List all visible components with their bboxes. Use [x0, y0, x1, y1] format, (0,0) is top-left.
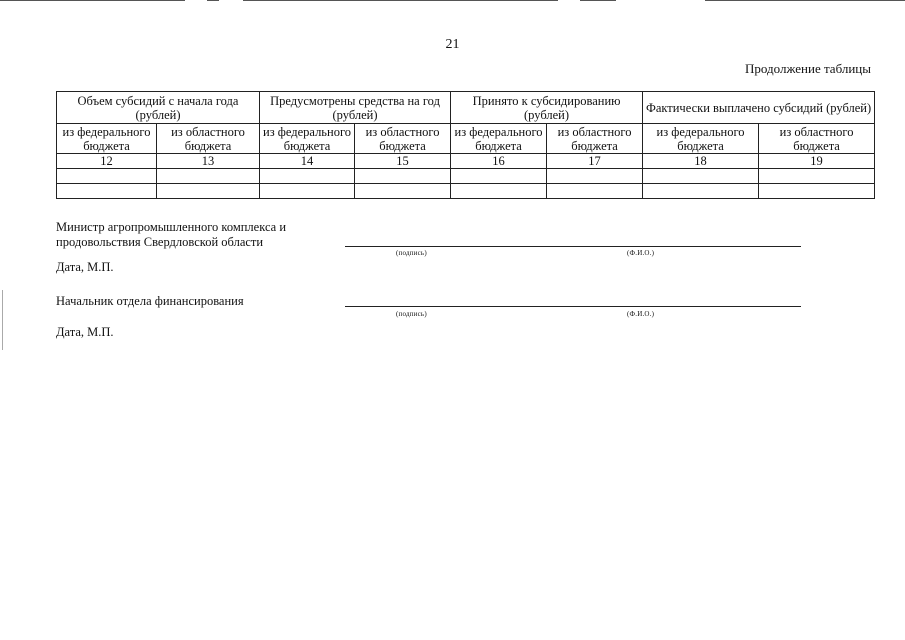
- table-cell: [157, 184, 260, 199]
- page-number: 21: [445, 37, 460, 52]
- signatory-title: Министр агропромышленного комплекса и продовольствия Свердловской области: [56, 220, 287, 249]
- table-subheader: из федерального бюджета: [451, 124, 547, 154]
- table-group-header: Объем субсидий с начала года (рублей): [57, 92, 260, 124]
- table-subheader: из федерального бюджета: [643, 124, 759, 154]
- table-continuation-label: Продолжение таблицы: [745, 61, 871, 76]
- table-cell: [157, 169, 260, 184]
- table-cell: [260, 184, 355, 199]
- signatory-title: Начальник отдела финансирования: [56, 294, 244, 308]
- table-subheader: из областного бюджета: [547, 124, 643, 154]
- table-cell: [547, 184, 643, 199]
- table-subheader-row: [57, 124, 875, 154]
- table-cell: [451, 184, 547, 199]
- table-cell: [643, 169, 759, 184]
- table-subheader: из областного бюджета: [157, 124, 260, 154]
- table-subheader: из федерального бюджета: [260, 124, 355, 154]
- table-group-header-row: [57, 92, 875, 124]
- top-edge-line: [580, 0, 616, 1]
- left-edge-mark: [2, 290, 3, 350]
- table-row: [57, 184, 875, 199]
- signature-line: [345, 246, 801, 247]
- table-cell: [643, 184, 759, 199]
- table-row: [57, 169, 875, 184]
- name-caption: (Ф.И.О.): [627, 249, 655, 257]
- table-cell: [260, 169, 355, 184]
- signature-caption: (подпись): [396, 249, 427, 257]
- signature-caption: (подпись): [396, 310, 427, 318]
- top-edge-line: [0, 0, 185, 1]
- date-stamp-label: Дата, М.П.: [56, 325, 114, 339]
- top-edge-line: [207, 0, 219, 1]
- subsidy-table: [56, 91, 875, 199]
- table-cell: [451, 169, 547, 184]
- table-subheader: из областного бюджета: [759, 124, 875, 154]
- table-group-header: Принято к субсидированию (рублей): [451, 92, 643, 124]
- column-number: 14: [260, 154, 355, 169]
- table-subheader: из федерального бюджета: [57, 124, 157, 154]
- signature-line: [345, 306, 801, 307]
- table-cell: [355, 169, 451, 184]
- table-cell: [547, 169, 643, 184]
- column-number: 18: [643, 154, 759, 169]
- table-cell: [57, 184, 157, 199]
- table-cell: [759, 169, 875, 184]
- top-edge-line: [705, 0, 905, 1]
- column-number: 19: [759, 154, 875, 169]
- column-number: 17: [547, 154, 643, 169]
- table-cell: [759, 184, 875, 199]
- column-number: 13: [157, 154, 260, 169]
- top-edge-line: [243, 0, 558, 1]
- column-number: 16: [451, 154, 547, 169]
- table-subheader: из областного бюджета: [355, 124, 451, 154]
- table-column-number-row: [57, 154, 875, 169]
- name-caption: (Ф.И.О.): [627, 310, 655, 318]
- table-group-header: Предусмотрены средства на год (рублей): [260, 92, 451, 124]
- column-number: 12: [57, 154, 157, 169]
- table-group-header: Фактически выплачено субсидий (рублей): [643, 92, 875, 124]
- date-stamp-label: Дата, М.П.: [56, 260, 114, 274]
- table-cell: [57, 169, 157, 184]
- table-cell: [355, 184, 451, 199]
- column-number: 15: [355, 154, 451, 169]
